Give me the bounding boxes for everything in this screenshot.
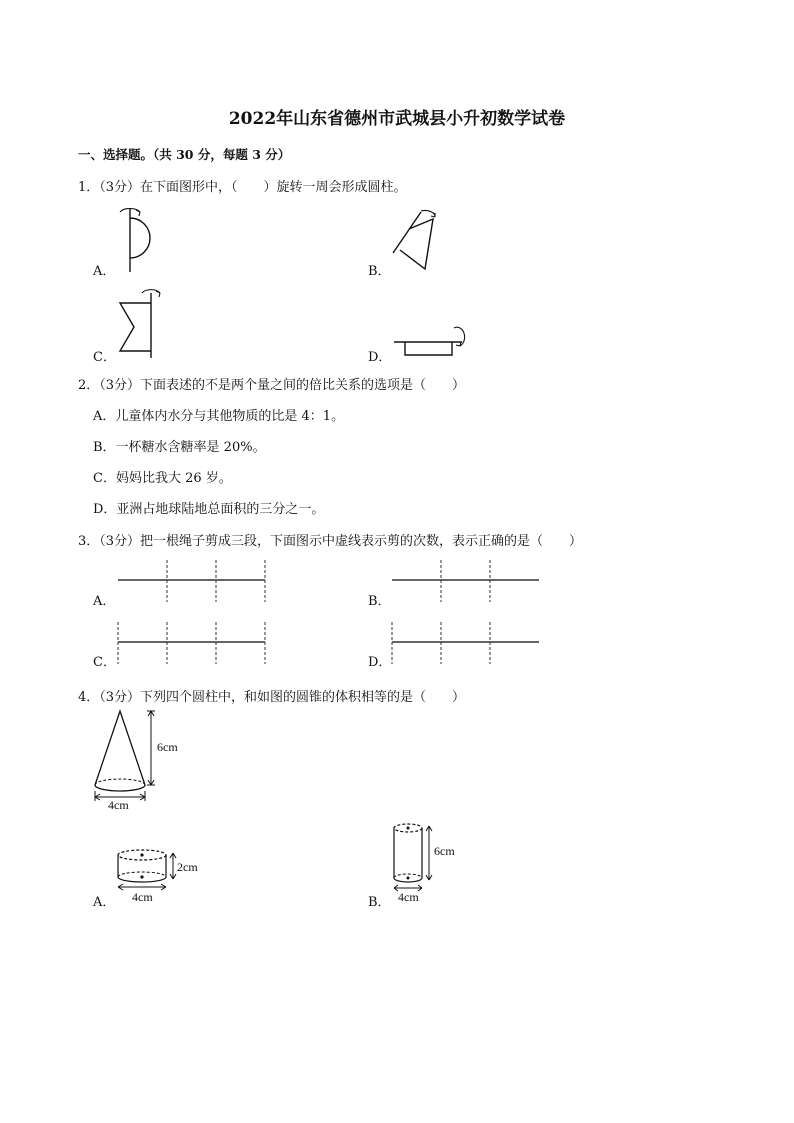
q1-figure-a: [110, 200, 190, 280]
q4-cylinder-a-base-label: 4cm: [132, 890, 153, 904]
q3-figure-d: [391, 622, 543, 667]
q4-cone-base-label: 4cm: [108, 798, 129, 812]
q1-figure-c: [112, 283, 182, 363]
q1-figure-b: [385, 205, 465, 275]
q1-option-c-label: C．: [93, 350, 116, 365]
q3-figure-a: [118, 560, 268, 605]
question-4-stem: 4．（3分）下列四个圆柱中，和如图的圆锥的体积相等的是（ ）: [78, 690, 466, 705]
q4-option-b-label: B．: [368, 895, 391, 910]
q1-option-d-label: D．: [368, 350, 392, 365]
q3-option-b-label: B．: [368, 594, 391, 609]
page-title: 2022年山东省德州市武城县小升初数学试卷: [228, 109, 566, 129]
q2-option-c: C．妈妈比我大 26 岁。: [93, 471, 232, 486]
q4-cone-height-label: 6cm: [157, 740, 178, 754]
question-2-stem: 2．（3分）下面表述的不是两个量之间的倍比关系的选项是（ ）: [78, 378, 466, 393]
question-3-stem: 3．（3分）把一根绳子剪成三段，下面图示中虚线表示剪的次数，表示正确的是（ ）: [78, 534, 583, 549]
q3-figure-b: [392, 560, 542, 605]
q4-cylinder-b-figure: [388, 820, 448, 900]
q4-cylinder-b-height-label: 6cm: [434, 844, 455, 858]
section-heading: 一、选择题。（共 30 分，每题 3 分）: [78, 147, 291, 162]
question-1-stem: 1．（3分）在下面图形中，（ ）旋转一周会形成圆柱。: [78, 180, 407, 195]
q4-cone-figure: [85, 705, 195, 815]
q2-option-a: A．儿童体内水分与其他物质的比是 4：1。: [93, 409, 345, 424]
q3-option-c-label: C．: [93, 655, 116, 670]
q4-cylinder-b-base-label: 4cm: [398, 890, 419, 904]
q3-option-d-label: D．: [368, 655, 392, 670]
q3-option-a-label: A．: [93, 594, 116, 609]
q2-option-b: B．一杯糖水含糖率是 20%。: [93, 440, 266, 455]
q2-option-d: D．亚洲占地球陆地总面积的三分之一。: [93, 502, 325, 517]
q4-option-a-label: A．: [93, 895, 116, 910]
q4-cylinder-a-height-label: 2cm: [177, 860, 198, 874]
q3-figure-c: [117, 622, 269, 667]
q1-figure-d: [390, 322, 480, 362]
q1-option-b-label: B．: [368, 264, 391, 279]
q1-option-a-label: A．: [93, 264, 116, 279]
